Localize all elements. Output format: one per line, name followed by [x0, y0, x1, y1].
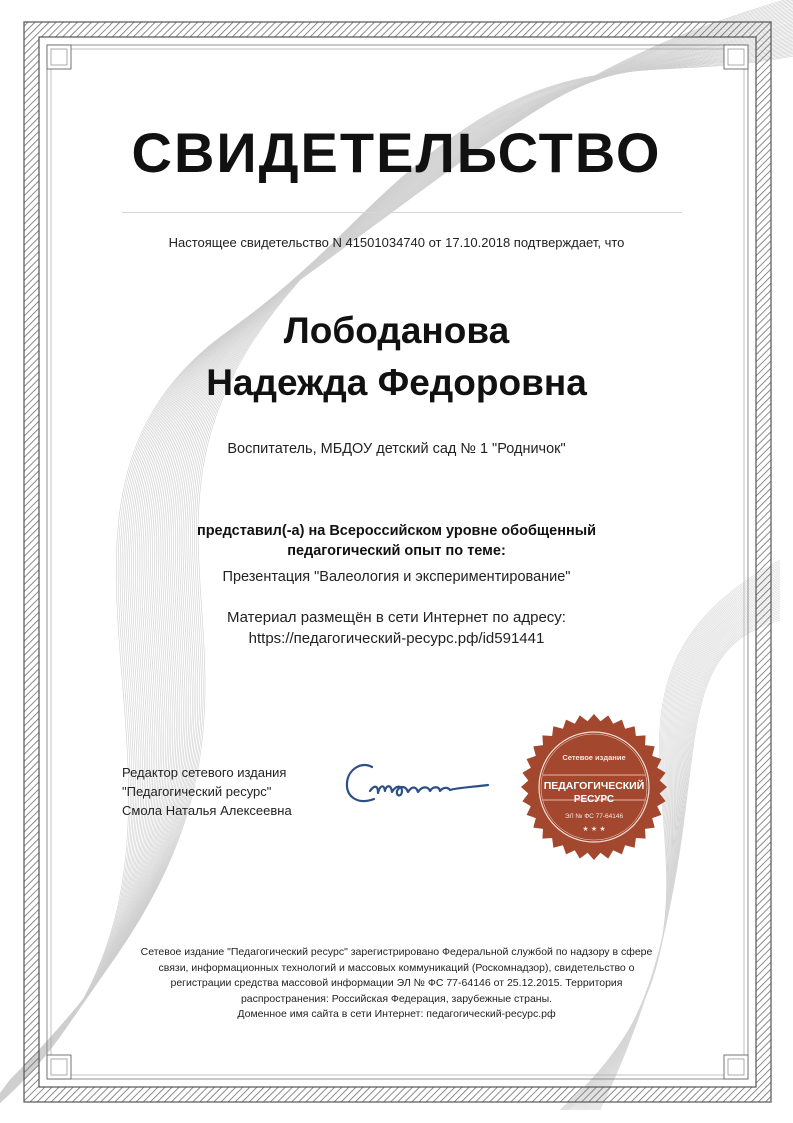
seal-main-line-1: ПЕДАГОГИЧЕСКИЙ — [543, 780, 645, 792]
footer-line-4: распространения: Российская Федерация, зарубежные страны. — [240, 992, 553, 1005]
seal-top-text: Сетевое издание — [562, 753, 626, 762]
footer-line-3: регистрации средства массовой информации ЭЛ № ФС 77-64146 от 25.12.2015. Территория — [170, 977, 623, 989]
editor-name: Смола Наталья Алексеевна — [122, 803, 292, 818]
title-divider — [122, 212, 682, 213]
certificate-intro: Настоящее свидетельство N 41501034740 от 17.10.2018 подтверждает, что — [168, 235, 625, 250]
seal-registration: ЭЛ № ФС 77-64146 — [564, 813, 624, 820]
footer-line-5: Доменное имя сайта в сети Интернет: педагогический-ресурс.рф — [237, 1008, 556, 1020]
editor-line-1: Редактор сетевого издания — [122, 765, 287, 780]
editor-line-2: "Педагогический ресурс" — [122, 784, 272, 799]
seal-stars: ★ ★ ★ — [582, 825, 606, 833]
recipient-given-names: Надежда Федоровна — [206, 362, 587, 403]
material-location — [0, 607, 793, 649]
publisher-seal — [519, 712, 669, 862]
presented-statement — [0, 521, 793, 561]
footer-line-1: Сетевое издание "Педагогический ресурс" зарегистрировано Федеральной службой по надзору в сфере — [140, 946, 653, 958]
seal-main-line-2: РЕСУРС — [573, 794, 615, 805]
presented-line-2: педагогический опыт по теме: — [287, 543, 506, 559]
material-line: Материал размещён в сети Интернет по адресу: — [227, 609, 566, 626]
footer-line-2: связи, информационных технологий и массовых коммуникаций (Роскомнадзор), свидетельство о — [158, 961, 635, 974]
presented-line-1: представил(-а) на Всероссийском уровне обобщенный — [196, 523, 597, 539]
recipient-surname: Лободанова — [283, 310, 510, 351]
editor-block — [122, 763, 292, 820]
recipient-position: Воспитатель, МБДОУ детский сад № 1 "Родничок" — [227, 441, 566, 457]
material-url: https://педагогический-ресурс.рф/id591441 — [248, 630, 545, 647]
registration-footer — [0, 945, 793, 1023]
editor-signature — [340, 755, 500, 815]
presentation-topic: Презентация "Валеология и экспериментирование" — [222, 569, 571, 585]
certificate-title: СВИДЕТЕЛЬСТВО — [131, 121, 662, 184]
